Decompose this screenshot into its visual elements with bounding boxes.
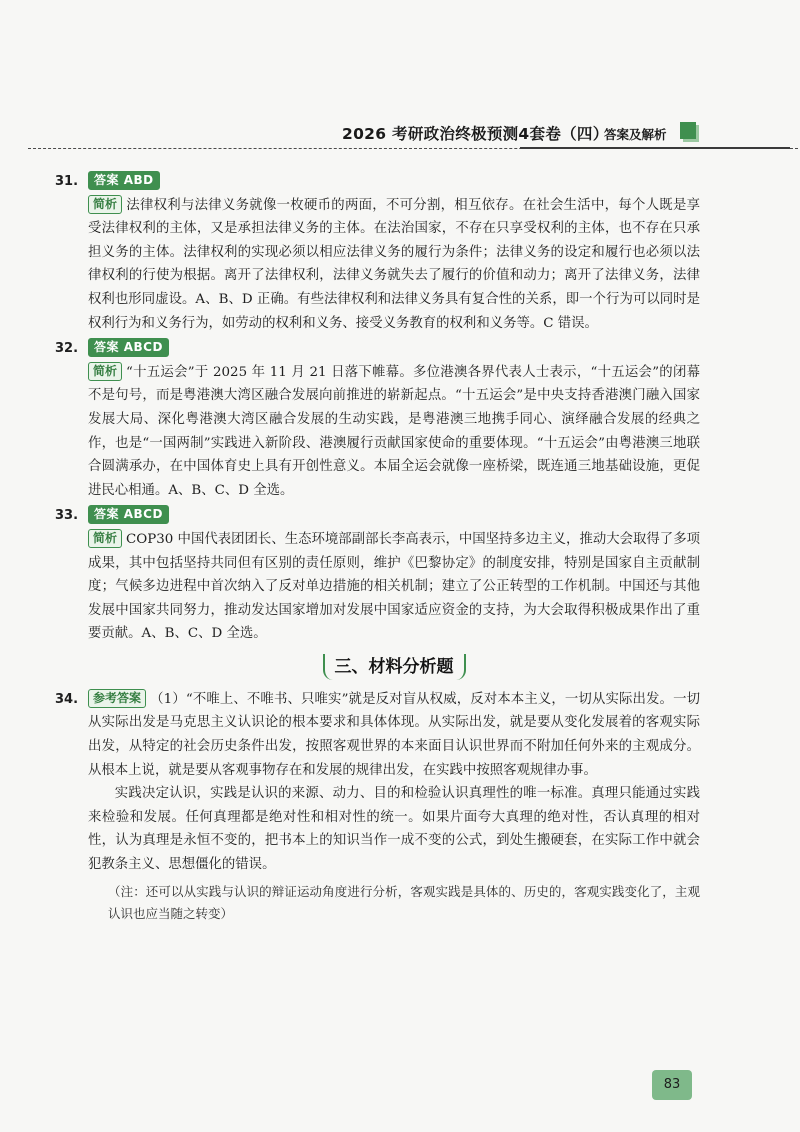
question-34 xyxy=(55,688,700,925)
answer-badge: 答案 ABCD xyxy=(88,338,169,357)
answer-text-2: 实践决定认识，实践是认识的来源、动力、目的和检验认识真理性的唯一标准。真理只能通过实践来检验和发展。任何真理都是绝对性和相对性的统一。如果片面夸大真理的绝对性，否认真理的相对性，认为真理是永恒不变的，把书本上的知识当作一成不变的公式，到处生搬硬套，在实际工作中就会犯教条主义、思想僵化的错误。 xyxy=(88,786,700,873)
header-subtitle: 答案及解析 xyxy=(604,127,667,142)
analysis-tag: 简析 xyxy=(88,529,122,548)
analysis-text: 法律权利与法律义务就像一枚硬币的两面，不可分割，相互依存。在社会生活中，每个人既是享受法律权利的主体，又是承担法律义务的主体。在法治国家，不存在只享受权利的主体，也不存在只承担义务的主体。法律权利的实现必须以相应法律义务的履行为条件；法律义务的设定和履行也必须以法律权利的行使为根据。离开了法律权利，法律义务就失去了履行的价值和动力；离开了法律义务，法律权利也形同虚设。A、B、D 正确。有些法律权利和法律义务具有复合性的关系，即一个行为可以同时是权利行为和义务行为，如劳动的权利和义务、接受义务教育的权利和义务等。C 错误。 xyxy=(88,197,700,331)
answer-text-1: （1）“不唯上、不唯书、只唯实”就是反对盲从权威，反对本本主义，一切从实际出发。一切从实际出发是马克思主义认识论的根本要求和具体体现。从实际出发，就是要从变化发展着的客观实际出发，从特定的社会历史条件出发，按照客观世界的本来面目认识世界而不附加任何外来的主观成分。从根本上说，就是要从客观事物存在和发展的规律出发，在实践中按照客观规律办事。 xyxy=(88,691,700,778)
header-title: 2026 考研政治终极预测4套卷（四） xyxy=(342,125,609,143)
section-heading xyxy=(88,654,700,682)
question-32 xyxy=(55,337,700,502)
analysis-paragraph xyxy=(88,361,700,503)
page-number: 83 xyxy=(652,1070,692,1100)
page-header xyxy=(0,118,800,152)
answer-badge: 答案 ABCD xyxy=(88,505,169,524)
question-number: 33. xyxy=(55,508,79,524)
header-decoration xyxy=(680,122,696,139)
section-heading-text: 三、材料分析题 xyxy=(323,654,466,680)
reference-answer-tag: 参考答案 xyxy=(88,689,146,708)
analysis-text: “十五运会”于 2025 年 11 月 21 日落下帷幕。多位港澳各界代表人士表示，“十五运会”的闭幕不是句号，而是粤港澳大湾区融合发展向前推进的崭新起点。“十五运会”是中央支持香港澳门融入国家发展大局、深化粤港澳大湾区融合发展的生动实践，是粤港澳三地携手同心、演绎融合发展的经典之作，也是“一国两制”实践进入新阶段、港澳履行贡献国家使命的重要体现。“十五运会”由粤港澳三地联合圆满承办，在中国体育史上具有开创性意义。本届全运会就像一座桥梁，既连通三地基础设施，更促进民心相通。A、B、C、D 全选。 xyxy=(88,364,700,498)
answer-line xyxy=(88,337,700,361)
page-content xyxy=(55,170,700,925)
analysis-paragraph xyxy=(88,194,700,336)
question-number: 34. xyxy=(55,691,79,707)
question-33 xyxy=(55,504,700,646)
answer-badge: 答案 ABD xyxy=(88,171,160,190)
question-number: 32. xyxy=(55,341,79,357)
answer-line xyxy=(88,170,700,194)
answer-paragraph-2 xyxy=(88,782,700,876)
analysis-tag: 简析 xyxy=(88,195,122,214)
answer-paragraph-1 xyxy=(88,688,700,782)
analysis-text: COP30 中国代表团团长、生态环境部副部长李高表示，中国坚持多边主义，推动大会取得了多项成果，其中包括坚持共同但有区别的责任原则，维护《巴黎协定》的制度安排，特别是国家自主贡献制度；气候多边进程中首次纳入了反对单边措施的相关机制；建立了公正转型的工作机制。中国还与其他发展中国家共同努力，推动发达国家增加对发展中国家适应资金的支持，为大会取得积极成果作出了重要贡献。A、B、C、D 全选。 xyxy=(88,531,700,642)
answer-line xyxy=(88,504,700,528)
question-number: 31. xyxy=(55,174,79,189)
analysis-tag: 简析 xyxy=(88,362,122,381)
answer-note: （注：还可以从实践与认识的辩证运动角度进行分析，客观实践是具体的、历史的，客观实践变化了，主观认识也应当随之转变） xyxy=(108,883,700,921)
analysis-paragraph xyxy=(88,528,700,646)
question-31 xyxy=(55,170,700,335)
header-solid-rule xyxy=(520,147,790,149)
